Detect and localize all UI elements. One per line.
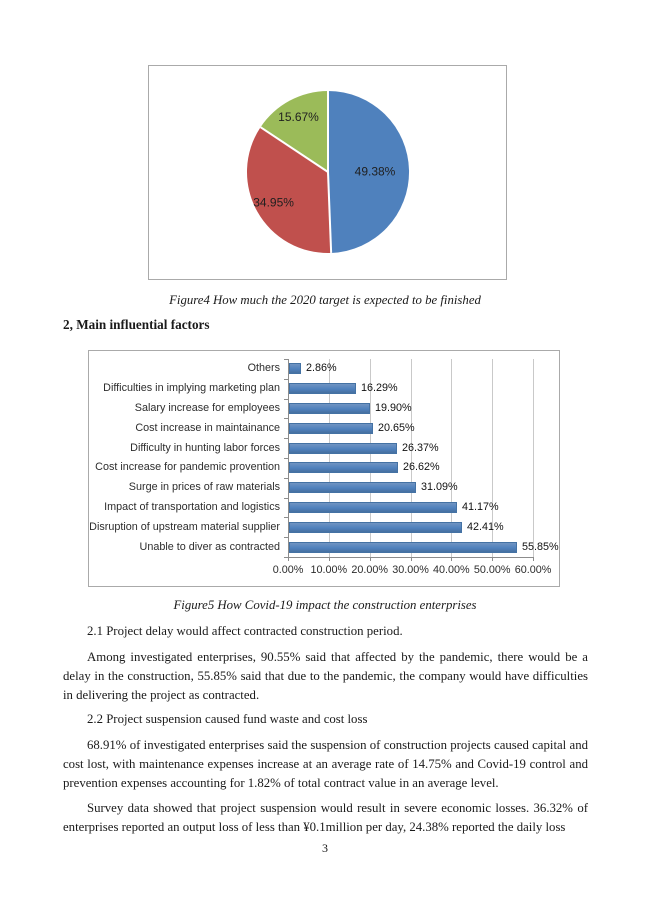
figure5-caption: Figure5 How Covid-19 impact the construction enterprises (173, 598, 477, 612)
section-heading-2-2: 2.2 Project suspension caused fund waste and cost loss (87, 712, 368, 726)
section-heading-2-1: 2.1 Project delay would affect contracted construction period. (87, 624, 403, 638)
bar (289, 502, 457, 513)
figure5-bar-chart-frame (88, 350, 560, 587)
figure4-pie-chart-frame (148, 65, 507, 280)
bar-category-label: Difficulty in hunting labor forces (130, 441, 280, 454)
x-axis-tick-label: 60.00% (514, 564, 552, 576)
category-axis-tick (284, 379, 288, 380)
category-axis-tick (284, 438, 288, 439)
bar-value-label: 16.29% (361, 382, 398, 395)
category-axis-tick (284, 557, 288, 558)
bar-category-label: Surge in prices of raw materials (128, 481, 280, 494)
bar (289, 443, 397, 454)
x-axis-tick-label: 30.00% (392, 564, 429, 576)
bar (289, 522, 462, 533)
section-heading-2: 2, Main influential factors (63, 317, 210, 332)
bar (289, 423, 373, 434)
bar (289, 462, 398, 473)
bar-value-label: 41.17% (462, 501, 499, 513)
bar-category-label: Salary increase for employees (134, 402, 280, 414)
bar-value-label: 26.37% (402, 441, 439, 454)
x-axis-tick-label: 10.00% (310, 564, 348, 576)
bar-value-label: 20.65% (378, 421, 415, 434)
bar-value-label: 42.41% (467, 520, 504, 533)
x-axis-tick (533, 557, 534, 561)
bar-category-label: Difficulties in implying marketing plan (103, 382, 280, 395)
paragraph-project-delay: Among investigated enterprises, 90.55% said that affected by the pandemic, there would be a delay in the construction, 55.85% said that due to the pandemic, the company would have difficulties in delivering the project as contracted. (63, 650, 588, 702)
x-axis-tick-label: 50.00% (473, 564, 511, 576)
category-axis-tick (284, 359, 288, 360)
category-axis-tick (284, 498, 288, 499)
category-axis-tick (284, 418, 288, 419)
paragraph-survey-loss: Survey data showed that project suspension would result in severe economic losses. 36.32% of enterprises reported an output loss of less than ¥0.1million per day, 24.38% reported the daily loss (63, 801, 588, 834)
x-axis-tick-label: 40.00% (433, 564, 470, 576)
bar-value-label: 2.86% (306, 362, 337, 375)
bar-category-label: Cost increase for pandemic provention (95, 461, 280, 474)
bar-category-label: Cost increase in maintainance (135, 421, 280, 434)
figure4-caption: Figure4 How much the 2020 target is expected to be finished (169, 293, 481, 307)
category-axis-tick (284, 399, 288, 400)
pie-slice-label: 15.67% (278, 110, 319, 125)
category-axis-tick (284, 458, 288, 459)
x-axis-tick-label: 0.00% (272, 564, 304, 576)
bar (289, 482, 416, 493)
bar-chart (89, 351, 559, 586)
bar (289, 383, 356, 394)
gridline (533, 359, 534, 557)
page-number: 3 (322, 841, 328, 855)
bar (289, 363, 301, 374)
category-axis-tick (284, 478, 288, 479)
bar-category-label: Impact of transportation and logistics (104, 501, 280, 513)
paragraph-suspension-cost: 68.91% of investigated enterprises said the suspension of construction projects caused capital and cost lost, with maintenance expenses increase at an average rate of 14.75% and Covid-19 control and prevention expenses accounting for 1.82% of total contract value in an average level. (63, 738, 588, 790)
bar-category-label: Others (247, 362, 280, 375)
bar-category-label: Disruption of upstream material supplier (89, 520, 280, 533)
x-axis-tick-label: 20.00% (351, 564, 388, 576)
category-axis-tick (284, 517, 288, 518)
bar (289, 403, 370, 414)
bar-value-label: 31.09% (421, 481, 458, 494)
value-axis-line (288, 557, 533, 558)
bar-value-label: 55.85% (522, 540, 559, 553)
pie-slice-label: 34.95% (253, 195, 294, 210)
pie-slice-label: 49.38% (354, 164, 396, 179)
bar-value-label: 19.90% (375, 402, 412, 414)
bar (289, 542, 517, 553)
pie-chart (149, 66, 506, 279)
category-axis-tick (284, 537, 288, 538)
bar-value-label: 26.62% (403, 461, 440, 474)
bar-category-label: Unable to diver as contracted (139, 540, 280, 553)
